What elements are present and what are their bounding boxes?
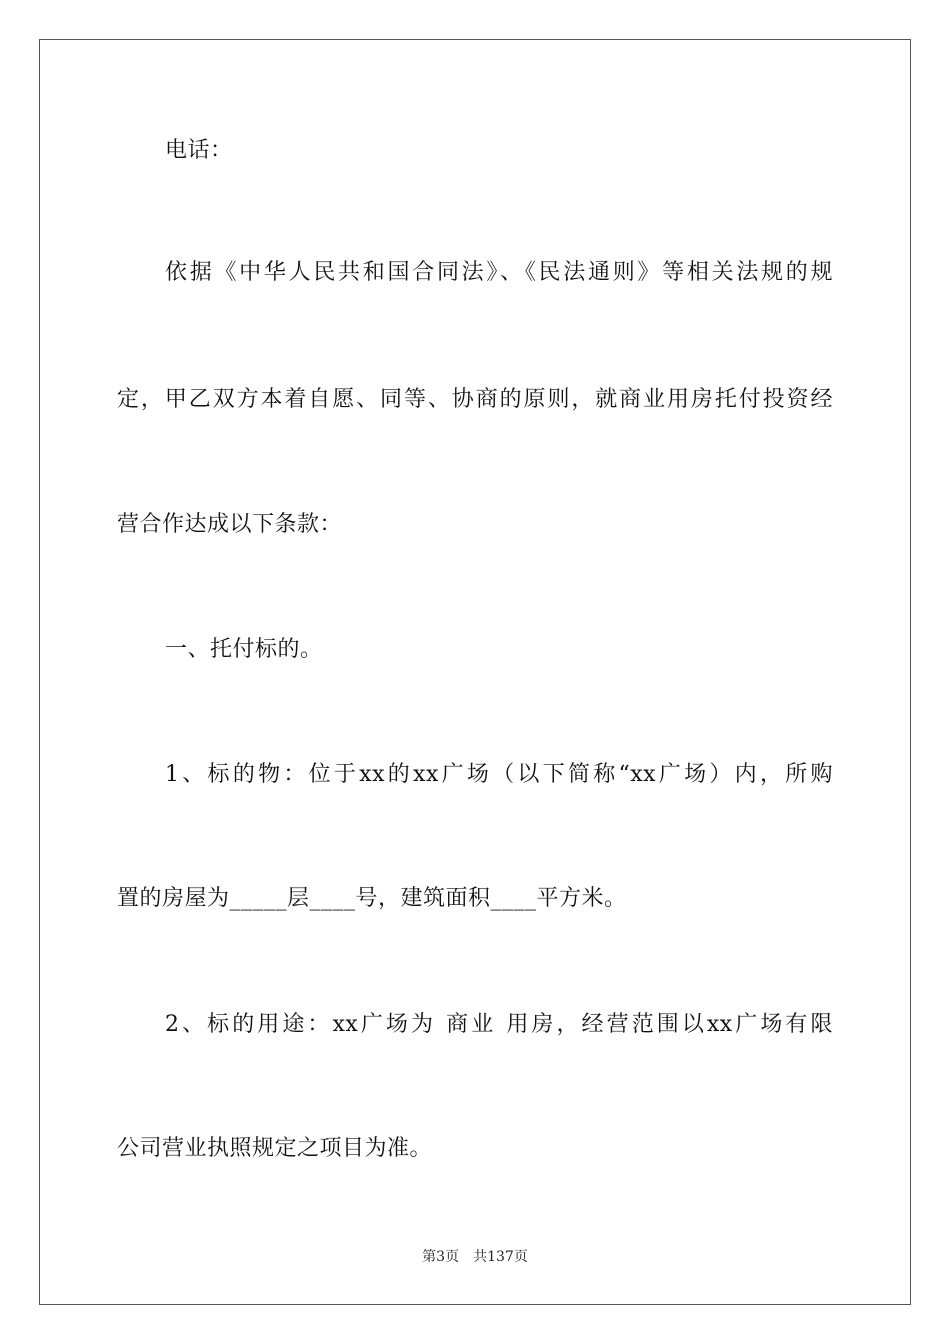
paragraph-line: 2、标的用途：xx广场为 商业 用房，经营范围以xx广场有限	[165, 1012, 833, 1037]
page-footer	[0, 1248, 950, 1266]
current-page-number: 第3页	[422, 1249, 460, 1265]
page-frame	[39, 39, 911, 1305]
paragraph-line: 定，甲乙双方本着自愿、同等、协商的原则，就商业用房托付投资经	[117, 387, 833, 412]
paragraph-line: 置的房屋为_____层____号，建筑面积____平方米。	[117, 886, 627, 911]
paragraph-line: 营合作达成以下条款：	[117, 512, 343, 537]
paragraph-line: 公司营业执照规定之项目为准。	[117, 1136, 433, 1161]
section-heading: 一、托付标的。	[165, 637, 323, 662]
paragraph-line: 依据《中华人民共和国合同法》、《民法通则》等相关法规的规	[165, 260, 833, 285]
paragraph-line: 1、标的物：位于xx的xx广场（以下简称“xx广场）内，所购	[165, 762, 833, 787]
phone-label-line: 电话：	[165, 138, 233, 163]
total-pages: 共137页	[473, 1249, 528, 1265]
